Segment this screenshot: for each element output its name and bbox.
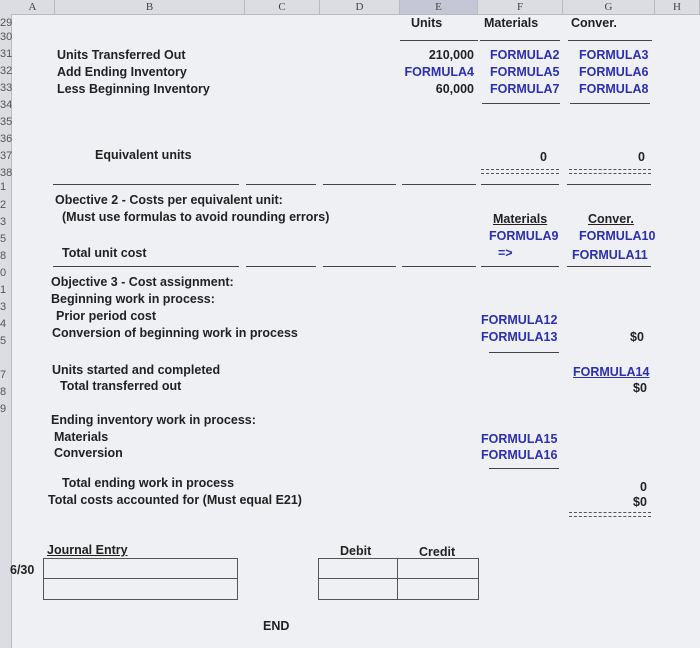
row-header[interactable]: 30 — [0, 31, 13, 43]
less-beginning-inventory-value[interactable]: 60,000 — [435, 82, 474, 96]
formula9-cell[interactable]: FORMULA9 — [489, 229, 559, 243]
formula8-cell[interactable]: FORMULA8 — [579, 82, 649, 96]
formula6-cell[interactable]: FORMULA6 — [579, 65, 649, 79]
end-label: END — [263, 619, 290, 633]
divider — [481, 184, 559, 185]
formula3-cell[interactable]: FORMULA3 — [579, 48, 649, 62]
row-header[interactable]: 35 — [0, 116, 13, 128]
row-header[interactable]: 7 — [0, 369, 7, 381]
credit-cell-2[interactable] — [397, 578, 479, 600]
divider — [246, 266, 316, 267]
formula12-cell[interactable]: FORMULA12 — [481, 313, 558, 327]
divider — [323, 184, 396, 185]
conver-header: Conver. — [571, 16, 617, 30]
divider — [400, 40, 478, 41]
formula7-cell[interactable]: FORMULA7 — [490, 82, 560, 96]
divider — [53, 266, 239, 267]
section2-title: Obective 2 - Costs per equivalent unit: — [55, 193, 283, 207]
ewip-label: Ending inventory work in process: — [51, 413, 256, 427]
row-header[interactable]: 1 — [0, 181, 7, 193]
equivalent-units-conver[interactable]: 0 — [638, 150, 645, 164]
row-label-units-transferred-out: Units Transferred Out — [57, 48, 186, 62]
double-underline — [569, 169, 651, 174]
formula5-cell[interactable]: FORMULA5 — [490, 65, 560, 79]
formula16-cell[interactable]: FORMULA16 — [481, 448, 558, 462]
divider — [323, 266, 396, 267]
row-header-bar — [0, 14, 12, 648]
row-label-less-beginning-inventory: Less Beginning Inventory — [57, 82, 210, 96]
units-header: Units — [411, 16, 443, 30]
equivalent-units-materials[interactable]: 0 — [540, 150, 547, 164]
equivalent-units-label: Equivalent units — [95, 148, 192, 162]
journal-date: 6/30 — [10, 563, 35, 577]
row-header[interactable]: 37 — [0, 150, 13, 162]
column-header-a[interactable]: A — [11, 0, 55, 14]
credit-cell-1[interactable] — [397, 558, 479, 579]
divider — [570, 103, 650, 104]
divider — [489, 468, 559, 469]
total-transferred-out-label: Total transferred out — [60, 379, 182, 393]
divider — [53, 184, 239, 185]
double-underline — [481, 169, 559, 174]
materials-subheader: Materials — [493, 212, 548, 226]
total-ewip-value[interactable]: 0 — [640, 480, 647, 494]
total-unit-cost-label: Total unit cost — [62, 246, 147, 260]
row-header[interactable]: 34 — [0, 99, 13, 111]
bwip-label: Beginning work in process: — [51, 292, 215, 306]
divider — [489, 352, 559, 353]
ewip-conversion-label: Conversion — [54, 446, 123, 460]
divider — [568, 40, 652, 41]
column-header-d[interactable]: D — [320, 0, 400, 14]
units-started-completed-label: Units started and completed — [52, 363, 221, 377]
column-header-bar — [0, 0, 700, 15]
debit-cell-1[interactable] — [318, 558, 398, 579]
column-header-g[interactable]: G — [563, 0, 655, 14]
row-header[interactable]: 36 — [0, 133, 13, 145]
journal-entry-title: Journal Entry — [47, 543, 128, 557]
row-header[interactable]: 4 — [0, 318, 7, 330]
formula4-cell[interactable]: FORMULA4 — [404, 65, 474, 79]
divider — [246, 184, 316, 185]
row-label-add-ending-inventory: Add Ending Inventory — [57, 65, 187, 79]
divider — [480, 40, 560, 41]
formula15-cell[interactable]: FORMULA15 — [481, 432, 558, 446]
prior-period-cost-label: Prior period cost — [56, 309, 157, 323]
column-header-e[interactable]: E — [400, 0, 478, 14]
column-header-b[interactable]: B — [55, 0, 245, 14]
row-header[interactable]: 1 — [0, 284, 7, 296]
row-header[interactable]: 8 — [0, 386, 7, 398]
ewip-materials-label: Materials — [54, 430, 109, 444]
row-header[interactable]: 5 — [0, 233, 7, 245]
row-header[interactable]: 9 — [0, 403, 7, 415]
units-transferred-out-value[interactable]: 210,000 — [428, 48, 474, 62]
row-header[interactable]: 3 — [0, 301, 7, 313]
section3-title: Objective 3 - Cost assignment: — [51, 275, 234, 289]
row-header[interactable]: 38 — [0, 167, 13, 179]
formula11-cell[interactable]: FORMULA11 — [572, 248, 648, 262]
total-ewip-label: Total ending work in process — [62, 476, 235, 490]
debit-cell-2[interactable] — [318, 578, 398, 600]
formula13-cell[interactable]: FORMULA13 — [481, 330, 558, 344]
journal-account-cell-1[interactable] — [43, 558, 238, 579]
column-header-c[interactable]: C — [245, 0, 320, 14]
row-header[interactable]: 32 — [0, 65, 13, 77]
journal-account-cell-2[interactable] — [43, 578, 238, 600]
total-accounted-value[interactable]: $0 — [633, 495, 647, 509]
formula14-cell[interactable]: FORMULA14 — [573, 365, 650, 379]
column-header-f[interactable]: F — [478, 0, 563, 14]
divider — [402, 266, 476, 267]
row-header[interactable]: 0 — [0, 267, 7, 279]
divider — [482, 103, 560, 104]
row-header[interactable]: 29 — [0, 17, 13, 29]
credit-header: Credit — [419, 545, 456, 559]
formula2-cell[interactable]: FORMULA2 — [490, 48, 560, 62]
conver-subheader: Conver. — [588, 212, 634, 226]
conversion-bwip-total[interactable]: $0 — [630, 330, 644, 344]
debit-header: Debit — [340, 544, 372, 558]
column-header-h[interactable]: H — [655, 0, 700, 14]
total-transferred-out-value[interactable]: $0 — [633, 381, 647, 395]
section2-subtitle: (Must use formulas to avoid rounding errors) — [62, 210, 330, 224]
double-underline — [569, 512, 651, 517]
row-header[interactable]: 33 — [0, 82, 13, 94]
row-header[interactable]: 5 — [0, 335, 7, 347]
row-header[interactable]: 31 — [0, 48, 13, 60]
row-header[interactable]: 2 — [0, 199, 7, 211]
row-header[interactable]: 3 — [0, 216, 7, 228]
conversion-bwip-label: Conversion of beginning work in process — [52, 326, 298, 340]
formula10-cell[interactable]: FORMULA10 — [579, 229, 656, 243]
total-accounted-label: Total costs accounted for (Must equal E21) — [48, 493, 302, 507]
divider — [567, 184, 651, 185]
divider — [481, 266, 559, 267]
row-header[interactable]: 8 — [0, 250, 7, 262]
divider — [402, 184, 476, 185]
divider — [567, 266, 651, 267]
materials-header: Materials — [484, 16, 539, 30]
arrow-indicator: => — [498, 246, 513, 260]
